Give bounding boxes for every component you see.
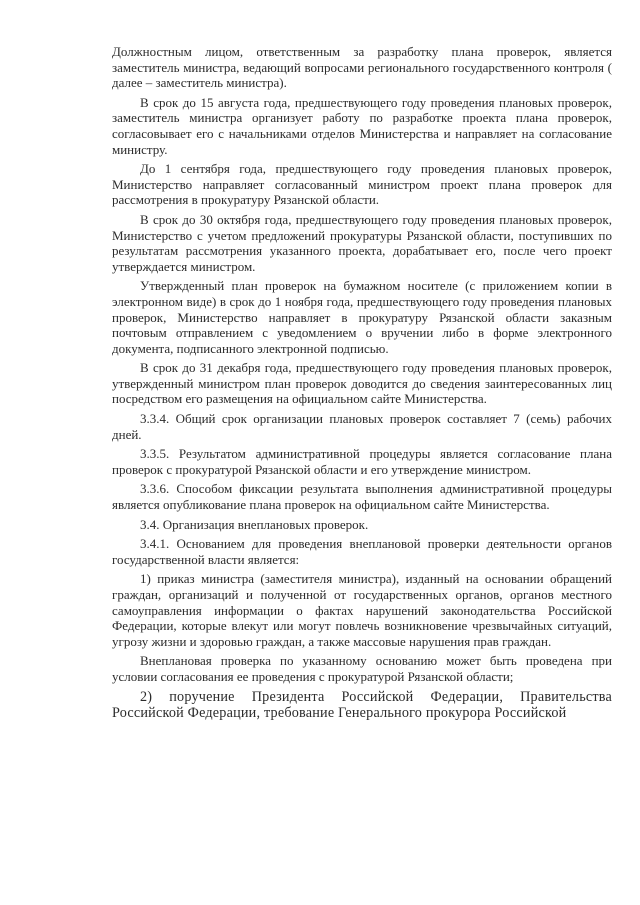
paragraph-responsible-official: Должностным лицом, ответственным за разработку плана проверок, является заместитель министра, ведающий вопросами регионального государственного контроля ( далее – заместитель министра). — [112, 44, 612, 91]
paragraph-3-3-6: 3.3.6. Способом фиксации результата выполнения административной процедуры является опубликование плана проверок на официальном сайте Министерства. — [112, 481, 612, 513]
paragraph-approved-plan: Утвержденный план проверок на бумажном носителе (с приложением копии в электронном виде) в срок до 1 ноября года, предшествующего году проведения плановых проверок, Министерство направляет в прокуратуру Рязанской области заказным почтовым отправлением с уведомлением о вручении либо в форме электронного документа, подписанного электронной подписью. — [112, 278, 612, 356]
paragraph-deadline-december: В срок до 31 декабря года, предшествующего году проведения плановых проверок, утвержденный министром план проверок доводится до сведения заинтересованных лиц посредством его размещения на официальном сайте Министерства. — [112, 360, 612, 407]
paragraph-unscheduled-condition: Внеплановая проверка по указанному основанию может быть проведена при условии согласования ее проведения с прокуратурой Рязанской области; — [112, 653, 612, 684]
paragraph-3-3-4: 3.3.4. Общий срок организации плановых проверок составляет 7 (семь) рабочих дней. — [112, 411, 612, 442]
list-item-1: 1) приказ министра (заместителя министра), изданный на основании обращений граждан, организаций и полученной от государственных органов, органов местного самоуправления информации о фактах нарушений законодательства Российской Федерации, которые влекут или могут повлечь возникновение чрезвычайных ситуаций, угрозу жизни и здоровью граждан, а также массовые нарушения прав граждан. — [112, 571, 612, 649]
paragraph-deadline-august: В срок до 15 августа года, предшествующего году проведения плановых проверок, заместитель министра организует работу по разработке проекта плана проверок, согласовывает его с начальниками отделов Министерства и направляет на согласование министру. — [112, 94, 612, 157]
paragraph-3-4-1: 3.4.1. Основанием для проведения внеплановой проверки деятельности органов государственной власти является: — [112, 536, 612, 567]
paragraph-3-3-5: 3.3.5. Результатом административной процедуры является согласование плана проверок с прокуратурой Рязанской области и его утверждение министром. — [112, 446, 612, 477]
document-body — [112, 44, 612, 725]
paragraph-deadline-september: До 1 сентября года, предшествующего году проведения плановых проверок, Министерство направляет согласованный министром проект плана проверок для рассмотрения в прокуратуру Рязанской области. — [112, 161, 612, 208]
list-item-2: 2) поручение Президента Российской Федерации, Правительства Российской Федерации, требование Генерального прокурора Российской — [112, 688, 612, 721]
section-heading-3-4: 3.4. Организация внеплановых проверок. — [140, 516, 369, 532]
paragraph-deadline-october: В срок до 30 октября года, предшествующего году проведения плановых проверок, Министерство с учетом предложений прокуратуры Рязанской области, поступивших по результатам рассмотрения указанного проекта, дорабатывает его, после чего проект утверждается министром. — [112, 211, 612, 274]
